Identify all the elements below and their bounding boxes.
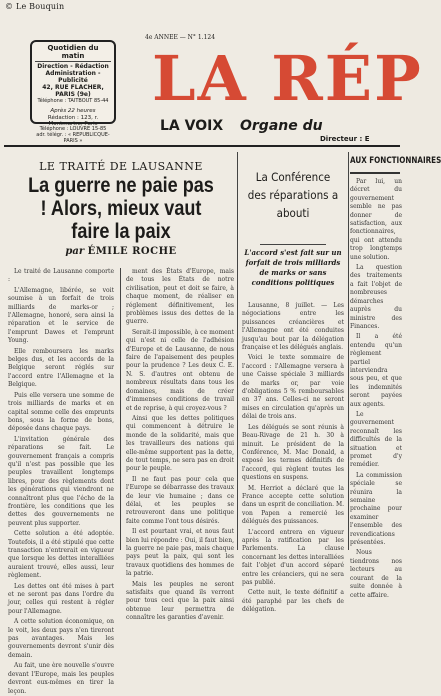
article-body-column-2 xyxy=(126,268,234,622)
paragraph: A cette solution économique, on le voit, les deux pays n'en tireront pas avantages. Mais les gouvernements devront s'unir dès demain. xyxy=(8,618,114,659)
paragraph: Au fait, une ère nouvelle s'ouvre devant l'Europe, mais les peuples devront eux-mêmes en tirer la leçon. xyxy=(8,662,114,695)
paragraph: Elle remboursera les marks belges dus, et les accords de la Belgique seront réglés sur l'accord entre l'Allemagne et la Belgique. xyxy=(8,347,114,389)
paragraph: Cette nuit, le texte définitif a été paraphé par les chefs de délégation. xyxy=(242,589,344,614)
paragraph: ment des États d'Europe, mais de tous les États de notre civilisation, peut et doit se faire, à chaque moment, de réaliser en réglement définitivement, les problèmes issus des dettes de la guerre. xyxy=(126,268,234,326)
article-headline: AUX FONCTIONNAIRES xyxy=(350,156,441,166)
box-telegram: adr. télégr. : « REPUBLICQUE-PARIS » xyxy=(36,131,110,144)
paragraph: Les dettes ont été mises à part et ne seront pas dans l'ordre du jour, celles qui restent à régler pour l'Allemagne. xyxy=(8,582,114,615)
masthead-organ: Organe du xyxy=(240,118,323,134)
box-phone: Téléphone : LOUVRE 15-85 xyxy=(39,126,107,133)
paragraph: L'invitation générale des réparations se fait. Le gouvernement français a compris qu'il n'est pas possible que les peuples travaillent longtemps libres, pour des règlements dont les générations qui viendront ne connaîtront plus que l'écho de la frontière, les conditions que les dettes des gouvernements ne peuvent plus supporter. xyxy=(8,435,114,527)
masthead-title: LA RÉP xyxy=(152,42,423,115)
column-rule xyxy=(348,152,349,550)
paragraph: Cette solution a été adoptée. Toutefois, il a été stipulé que cette transaction n'entrerait en vigueur que lorsque les dettes interalliées auraient trouvé, elles aussi, leur règlement. xyxy=(8,530,114,580)
masthead-voice: LA VOIX xyxy=(160,118,224,134)
paragraph: Il est pourtant vrai, et nous faut bien lui répondre : Oui, il faut bien, la guerre ne paie pas, mais chaque pays peut la paix, qui sont les travaux quotidiens des hommes de la patrie. xyxy=(126,528,234,578)
paragraph: Le traité de Lausanne comporte : xyxy=(8,268,114,284)
edition-number: 4e ANNEE — N° 1.124 xyxy=(145,34,216,41)
article-headline: La guerre ne paie pas ! Alors, mieux vaut faire la paix xyxy=(28,174,214,243)
paragraph: L'accord entrera en vigueur après la ratification par les Parlements. La clause concernant les dettes interalliées fait l'objet d'un accord séparé entre les créanciers, qui ne sera pas publié. xyxy=(242,528,344,586)
box-line: Rédaction : 123, r. Montmartre, Paris xyxy=(47,114,99,127)
paragraph: La question des traitements a fait l'objet de nombreuses démarches auprès du ministre des Finances. xyxy=(350,264,402,330)
masthead-director: Directeur : E xyxy=(320,135,370,143)
column-rule xyxy=(120,268,121,550)
paragraph: Il a été entendu qu'un règlement partiel interviendra sous peu, et que les indemnités seront payées aux agents. xyxy=(350,333,402,408)
paragraph: Ainsi que les dettes politiques qui commencent à détruire le monde de la solidarité, mais que les travailleurs des nations qui elle-même supportent pas la dette, de tout temps, ne sera pas en droit pour le peuple. xyxy=(126,414,234,473)
paragraph: Mais les peuples ne seront satisfaits que quand ils verront pour tous ceci que la paix ainsi obtenue leur permettra de connaître les garanties d'avenir. xyxy=(126,580,234,622)
article-byline xyxy=(8,246,234,257)
paragraph: L'Allemagne, libérée, se voit soumise à un forfait de trois milliards de marks-or ; l'Allemagne, honoré, sera ainsi la réparation et le service de l'emprunt Dawes et l'emprunt Young. xyxy=(8,286,114,345)
paragraph: Voici le texte sommaire de l'accord : l'Allemagne versera à une Caisse spéciale 3 milliards de marks or, par voie d'obligations 5 % remboursables en 37 ans. Celles-ci ne seront mises en circulation qu'après un délai de trois ans. xyxy=(242,354,344,421)
article-deck: L'accord s'est fait sur un forfait de trois milliards de marks or sans conditions politiques xyxy=(244,248,342,287)
article-fonctionnaires xyxy=(350,150,441,599)
paragraph: Lausanne, 8 juillet. — Les négociations entre les puissances créancières et l'Allemagne ont été conduites jusqu'au bout par la délégation française et les délégués anglais. xyxy=(242,302,344,352)
headline-rule xyxy=(260,244,326,245)
column-rule xyxy=(237,152,238,550)
paragraph: Serait-il impossible, à ce moment qui n'est ni celle de l'adhésion d'Europe et de Lausanne, de nous faire de l'apaisement des peuples pour la prudence ? Les deux C. E. N. S. d'autres ont obtenu de nombreux résultats dans tous les domaines, mais de créer d'immenses conditions de travail et de reprise, à qui croyez-vous ? xyxy=(126,328,234,412)
box-title: Quotidien du matin xyxy=(35,44,111,62)
article-lausanne xyxy=(8,150,234,695)
article-body-column-1 xyxy=(8,268,114,695)
article-kicker: LE TRAITÉ DE LAUSANNE xyxy=(39,160,203,173)
box-address: 42, RUE FLACHER, PARIS (9e) xyxy=(42,83,104,98)
paragraph: Nous tiendrons nos lecteurs au courant de la suite donnée à cette affaire. xyxy=(350,549,402,599)
paragraph: La commission spéciale se réunira la semaine prochaine pour examiner l'ensemble des revendications présentées. xyxy=(350,471,402,547)
article-conference xyxy=(240,150,346,614)
masthead-rule xyxy=(4,145,400,147)
article-body xyxy=(350,178,402,599)
paragraph: Le gouvernement reconnaît les difficultés de la situation et promet d'y remédier. xyxy=(350,410,402,469)
paragraph: Les délégués se sont réunis à Beau-Rivage de 21 h. 30 à minuit. Le président de la Conférence, M. Mac Donald, a exposé les termes définitifs de l'accord, qui règlent toutes les questions en suspens. xyxy=(242,423,344,482)
contact-info-box xyxy=(30,40,116,144)
box-night-label: Après 22 heures xyxy=(50,108,96,115)
paragraph: Par lui, un décret du gouvernement semble ne pas donner de satisfaction, aux fonctionnaires, qui ont attendu trop longtemps une solution. xyxy=(350,178,402,261)
box-line: Administration - Publicité xyxy=(45,69,101,84)
box-phone: Téléphone : TAITBOUT 85-44 xyxy=(37,97,109,104)
article-headline: La Conférence des réparations a abouti xyxy=(247,170,339,220)
byline-prefix: par xyxy=(65,246,85,257)
paragraph: Puis elle versera une somme de trois milliards de marks et en capital somme celle des emprunts bons, sous la forme de bons, déposée dans chaque pays. xyxy=(8,391,114,433)
article-body xyxy=(242,302,344,614)
paragraph: M. Herriot a déclaré que la France accepte cette solution dans un esprit de conciliation. M. von Papen a remercié les délégués des puissances. xyxy=(242,484,344,526)
credit-watermark: © Le Bouquin xyxy=(5,2,65,11)
headline-rule xyxy=(350,172,400,174)
byline-author: ÉMILE ROCHE xyxy=(87,246,177,257)
paragraph: Il ne faut pas pour cela que l'Europe se débarrasse des travaux de leur vie humaine ; dans ce délai, et les peuples se retrouveront dans une politique faite comme l'ont tous désirés. xyxy=(126,475,234,525)
box-line: Direction - Rédaction xyxy=(37,63,109,71)
